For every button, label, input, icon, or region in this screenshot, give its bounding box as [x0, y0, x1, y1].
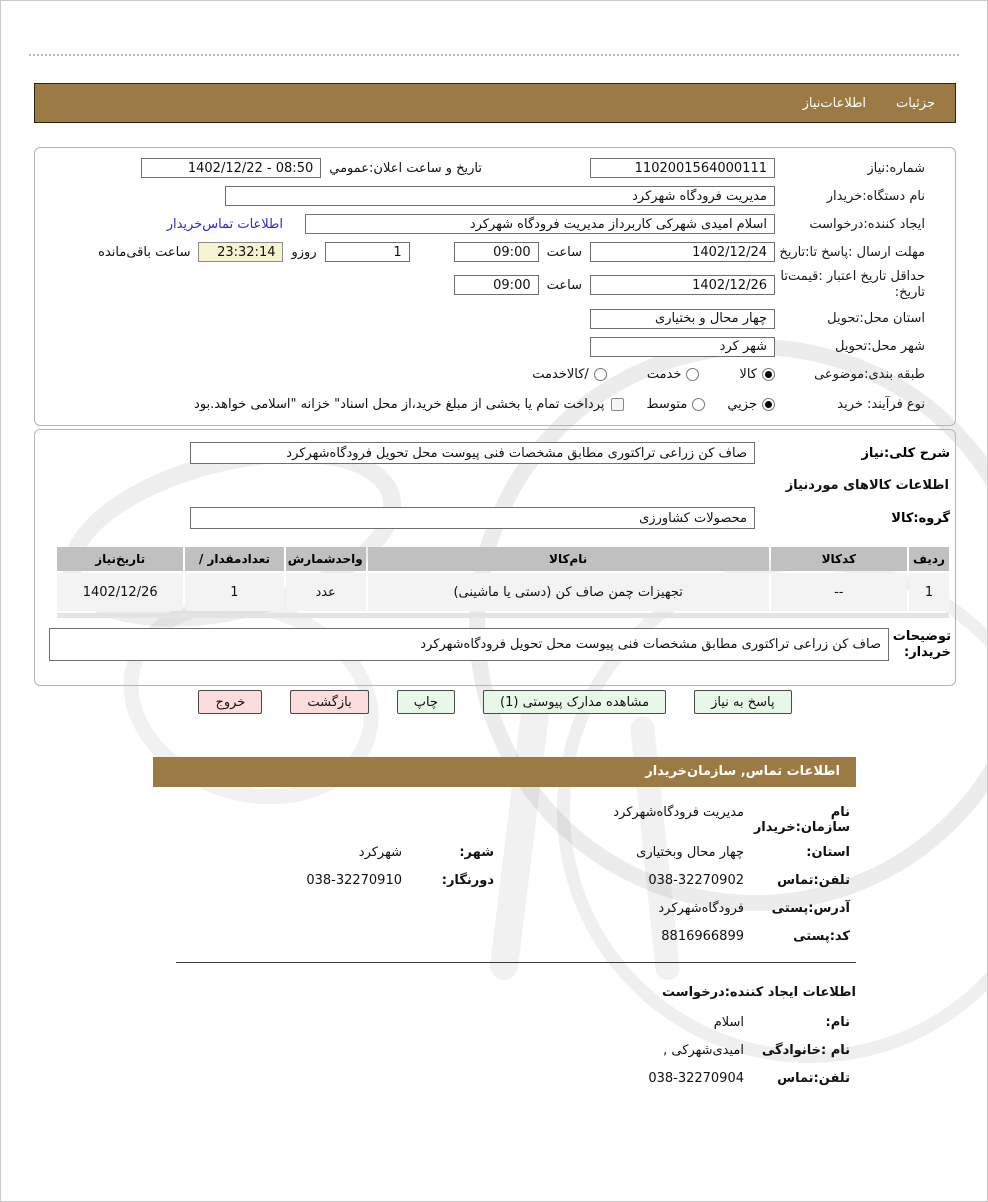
goods-table [55, 545, 951, 620]
row-general-description [35, 442, 955, 464]
contact-phone-label: تلفن:تماس [777, 873, 850, 888]
classification-option-goods[interactable] [739, 367, 775, 382]
announce-datetime-label: تاریخ و ساعت اعلان:عمومي [329, 160, 482, 176]
need-number-label: شماره:نیاز [867, 160, 925, 176]
creator-lastname-value: امیدی‌شهرکی , [663, 1043, 744, 1058]
table-footer-strip [57, 613, 949, 618]
classification-option-service[interactable] [647, 367, 700, 382]
contact-row-phone-fax [153, 873, 856, 891]
classification-label: طبقه بندی:موضوعی [814, 367, 925, 382]
general-description-field[interactable]: صاف کن زراعی تراکتوری مطابق مشخصات فنی پیوست محل تحویل فرودگاه‌شهرکرد [190, 442, 755, 464]
row-request-creator [35, 213, 955, 235]
required-items-heading: اطلاعات کالاهای موردنیاز [785, 478, 949, 493]
days-label: روزو [291, 244, 317, 260]
row-need-number [35, 157, 955, 179]
buyer-contact-link[interactable]: اطلاعات تماس‌خریدار [166, 216, 283, 232]
creator-row-name [153, 1015, 856, 1033]
radio-icon[interactable] [594, 368, 607, 381]
print-button[interactable]: چاپ [397, 690, 455, 714]
col-goods-code: کدکالا [771, 547, 907, 571]
buyer-contact-header: اطلاعات تماس, سازمان‌خریدار [153, 757, 856, 787]
respond-button[interactable]: پاسخ به نیاز [694, 690, 792, 714]
deadline-hour-field[interactable]: 09:00 [454, 242, 539, 262]
buyer-contact-section [153, 805, 856, 957]
contact-fax-value: 038-32270910 [306, 873, 402, 888]
creator-lastname-label: نام :خانوادگی [761, 1043, 850, 1058]
cell-quantity: 1 [185, 573, 283, 611]
cell-unit: عدد [286, 573, 366, 611]
need-info-panel [34, 147, 956, 426]
org-name-value: مدیریت فرودگاه‌شهرکرد [613, 805, 744, 820]
menubar [34, 83, 956, 123]
deadline-hour-label: ساعت [546, 244, 582, 260]
cell-goods-name: تجهیزات چمن صاف کن (دستی یا ماشینی) [368, 573, 769, 611]
contact-fax-label: دورنگار: [441, 873, 494, 888]
col-quantity: تعدادمقدار / [185, 547, 283, 571]
row-delivery-province [35, 308, 955, 330]
goods-group-label: گروه:کالا [891, 510, 950, 526]
remaining-time-label: ساعت باقی‌مانده [98, 244, 191, 260]
process-option-medium[interactable] [646, 397, 705, 412]
classification-option-goods-label: کالا [739, 367, 757, 382]
classification-option-goods-service[interactable] [532, 367, 607, 382]
table-row [57, 573, 949, 611]
section-divider [176, 962, 856, 963]
classification-option-service-label: خدمت [646, 367, 682, 382]
request-creator-heading: اطلاعات ایجاد کننده:درخواست [662, 985, 856, 1000]
col-row-index: ردیف [909, 547, 949, 571]
contact-address-value: فرودگاه‌شهرکرد [658, 901, 744, 916]
contact-postal-label: کد:پستی [793, 929, 850, 944]
price-validity-date-field[interactable]: 1402/12/26 [590, 275, 775, 295]
contact-province-value: چهار محال وبختیاری [636, 845, 744, 860]
process-option-medium-label: متوسط [646, 397, 688, 412]
checkbox-icon[interactable] [611, 398, 624, 411]
classification-option-goods-service-label: /کالاخدمت [532, 367, 589, 382]
radio-icon[interactable] [692, 398, 705, 411]
row-price-validity [35, 269, 955, 302]
deadline-date-field[interactable]: 1402/12/24 [590, 242, 775, 262]
need-description-panel [34, 429, 956, 686]
buyer-notes-field[interactable]: صاف کن زراعی تراکتوری مطابق مشخصات فنی پیوست محل تحویل فرودگاه‌شهرکرد [49, 628, 889, 661]
buyer-device-label: نام دستگاه:خریدار [826, 188, 925, 204]
general-description-label: شرح کلی:نیاز [861, 445, 950, 461]
contact-row-province-city [153, 845, 856, 863]
buyer-notes-label: توضیحات خریدار: [892, 628, 951, 660]
top-divider [29, 54, 959, 56]
col-need-date: تاریخ‌نیاز [57, 547, 183, 571]
creator-phone-label: تلفن:تماس [777, 1071, 850, 1086]
radio-selected-icon[interactable] [762, 368, 775, 381]
price-validity-hour-label: ساعت [546, 277, 582, 293]
delivery-province-field[interactable]: چهار محال و بختیاری [590, 309, 775, 329]
contact-phone-value: 038-32270902 [648, 873, 744, 888]
col-unit: واحدشمارش [286, 547, 366, 571]
treasury-payment-label: پرداخت تمام یا بخشی از مبلغ خرید،از محل اسناد" خزانه "اسلامی خواهد.بود [194, 397, 605, 412]
process-option-partial-label: جزیي [727, 397, 757, 412]
cell-need-date: 1402/12/26 [57, 573, 183, 611]
contact-address-label: آدرس:پستی [771, 901, 850, 916]
deadline-label: مهلت ارسال :پاسخ تا:تاریخ [779, 244, 925, 260]
delivery-city-label: شهر محل:تحویل [835, 339, 925, 354]
treasury-payment-option[interactable] [194, 397, 624, 412]
days-field[interactable]: 1 [325, 242, 410, 262]
row-process-type [35, 394, 955, 416]
exit-button[interactable]: خروج [198, 690, 262, 714]
row-deadline [35, 241, 955, 263]
contact-row-org [153, 805, 856, 835]
delivery-city-field[interactable]: شهر کرد [590, 337, 775, 357]
process-option-partial[interactable] [727, 397, 775, 412]
need-number-field[interactable]: 1102001564000111 [590, 158, 775, 178]
menu-item-need-info[interactable]: اطلاعات‌نیاز [802, 95, 867, 111]
remaining-time-value: 23:32:14 [198, 242, 283, 262]
contact-postal-value: 8816966899 [661, 929, 744, 944]
row-classification [35, 364, 955, 386]
announce-datetime-field[interactable]: 08:50 - 1402/12/22 [141, 158, 321, 178]
contact-row-postal [153, 929, 856, 947]
delivery-province-label: استان محل:تحویل [827, 311, 925, 326]
back-button[interactable]: بازگشت [290, 690, 368, 714]
price-validity-label: حداقل تاریخ اعتبار :قیمت‌تا تاریخ: [780, 269, 925, 301]
contact-row-address [153, 901, 856, 919]
org-name-label: نام سازمان:خریدار [753, 805, 850, 835]
request-creator-section [153, 1015, 856, 1099]
row-buyer-notes [35, 628, 955, 661]
request-creator-field[interactable]: اسلام امیدی شهرکی کاربرداز مدیریت فرودگاه شهرکرد [305, 214, 775, 234]
view-attachments-button[interactable]: مشاهده مدارک پیوستی (1) [483, 690, 666, 714]
cell-row-index: 1 [909, 573, 949, 611]
contact-province-label: استان: [806, 845, 850, 860]
creator-row-lastname [153, 1043, 856, 1061]
menu-item-details[interactable]: جزئیات [896, 95, 935, 111]
creator-name-label: نام: [825, 1015, 850, 1030]
price-validity-hour-field[interactable]: 09:00 [454, 275, 539, 295]
process-type-label: نوع فرآیند: خرید [837, 397, 925, 412]
creator-row-phone [153, 1071, 856, 1089]
buyer-device-field[interactable]: مدیریت فرودگاه شهرکرد [225, 186, 775, 206]
request-creator-label: ایجاد کننده:درخواست [809, 216, 925, 232]
goods-table-header-row [57, 547, 949, 571]
row-delivery-city [35, 336, 955, 358]
creator-phone-value: 038-32270904 [648, 1071, 744, 1086]
contact-city-value: شهرکرد [358, 845, 402, 860]
row-buyer-device [35, 185, 955, 207]
cell-goods-code: -- [771, 573, 907, 611]
row-goods-group [35, 507, 955, 529]
action-buttons [34, 690, 956, 714]
contact-city-label: شهر: [459, 845, 494, 860]
radio-icon[interactable] [686, 368, 699, 381]
creator-name-value: اسلام [713, 1015, 744, 1030]
col-goods-name: نام‌کالا [368, 547, 769, 571]
radio-selected-icon[interactable] [762, 398, 775, 411]
goods-group-field[interactable]: محصولات کشاورزی [190, 507, 755, 529]
